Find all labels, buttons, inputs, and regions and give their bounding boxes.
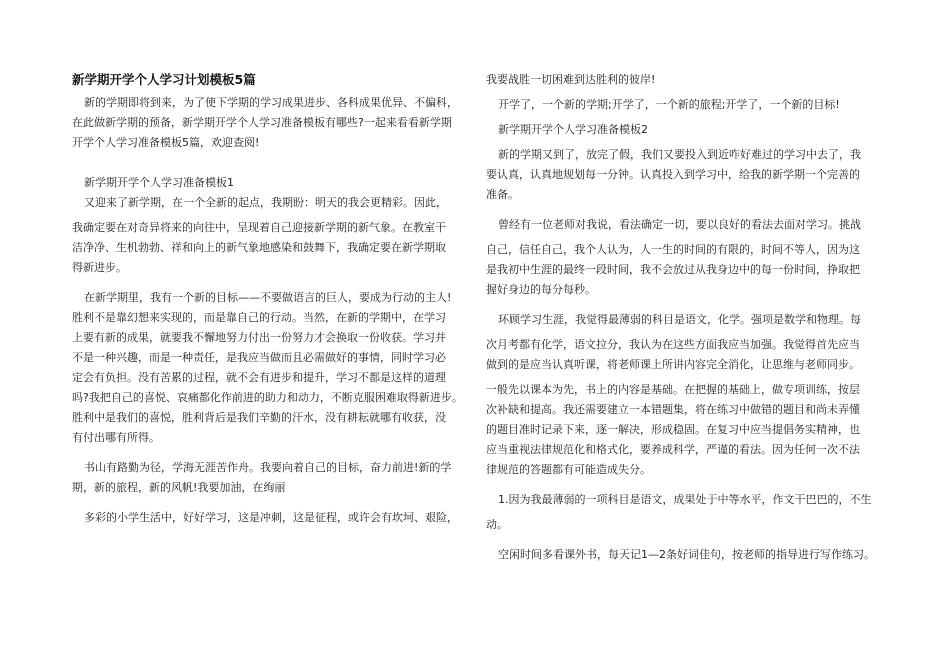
right-text-line: 的题目准时记录下来，逐一解决，形成稳固。在复习中应当提倡务实精神，也: [486, 423, 860, 436]
left-text-line: 书山有路勤为径，学海无涯苦作舟。我要向着自己的目标，奋力前进!新的学: [84, 461, 452, 474]
right-text-line: 环顾学习生涯，我觉得最薄弱的科目是语文，化学。强项是数学和物理。每: [498, 313, 861, 326]
right-text-line: 握好身边的每分每秒。: [486, 283, 596, 296]
left-text-line: 有付出哪有所得。: [72, 431, 160, 444]
right-text-line: 要认真，认真地规划每一分钟。认真投入到学习中，给我的新学期一个完善的: [486, 168, 860, 181]
left-text-line: 定会有负担。没有苦累的过程，就不会有进步和提升，学习不都是这样的道理: [72, 371, 446, 384]
left-text-line: 洁净净、生机勃勃、祥和向上的新气象地感染和鼓舞下，我确定要在新学期取: [72, 241, 446, 254]
right-text-line: 律规范的答题都有可能造成失分。: [486, 463, 651, 476]
left-text-line: 我确定要在对奇异将来的向往中，呈现着自己迎接新学期的新气象。在教室干: [72, 221, 446, 234]
document-title: 新学期开学个人学习计划模板5篇: [72, 72, 256, 87]
left-text-line: 新学期开学个人学习准备模板1: [84, 176, 234, 189]
right-text-line: 1.因为我最薄弱的一项科目是语文，成果处于中等水平，作文干巴巴的，不生: [498, 493, 872, 506]
left-text-line: 上要有新的成果，就要我不懈地努力付出一份努力才会换取一份收获。学习并: [72, 331, 446, 344]
left-text-line: 又迎来了新学期，在一个全新的起点，我期盼：明天的我会更精彩。因此，: [84, 196, 447, 209]
left-text-line: 新的学期即将到来，为了使下学期的学习成果进步、各科成果优异、不偏科，: [84, 96, 458, 109]
right-text-line: 开学了，一个新的学期;开学了，一个新的旅程;开学了，一个新的目标!: [498, 98, 840, 111]
left-text-line: 多彩的小学生活中，好好学习，这是冲刺，这是征程，或许会有坎坷、艰险，: [84, 511, 458, 524]
right-text-line: 新的学期又到了，放完了假，我们又要投入到近咋好难过的学习中去了，我: [498, 148, 861, 161]
right-text-line: 一般先以课本为先，书上的内容是基础。在把握的基础上，做专项训练，按层: [486, 383, 860, 396]
right-text-line: 是我初中生涯的最终一段时间，我不会放过从我身边中的每一份时间，挣取把: [486, 263, 860, 276]
right-text-line: 次月考都有化学，语文拉分，我认为在这些方面我应当加强。我觉得首先应当: [486, 338, 860, 351]
left-text-line: 在新学期里，我有一个新的目标——不要做语言的巨人，要成为行动的主人!: [84, 291, 452, 304]
right-text-line: 新学期开学个人学习准备模板2: [498, 123, 648, 136]
right-column: [486, 70, 880, 565]
left-column: [72, 70, 470, 528]
left-text-line: 得新进步。: [72, 261, 127, 274]
left-text-line: 期，新的旅程，新的风帆!我要加油，在绚丽: [72, 481, 286, 494]
left-text-line: 胜利不是靠幻想来实现的，而是靠自己的行动。当然，在新的学期中，在学习: [72, 311, 446, 324]
right-text-line: 次补缺和提高。我还需要建立一本错题集，将在练习中做错的题目和尚未弄懂: [486, 403, 860, 416]
right-text-line: 动。: [486, 518, 508, 531]
right-text-line: 空闲时间多看课外书，每天记1—2条好词佳句，按老师的指导进行写作练习。: [498, 548, 875, 561]
left-text-line: 在此做新学期的预备，新学期开学个人学习准备模板有哪些?一起来看看新学期: [72, 116, 452, 129]
left-text-line: 不是一种兴趣，而是一种责任，是我应当做而且必需做好的事情，同时学习必: [72, 351, 446, 364]
right-text-line: 做到的是应当认真听课，将老师课上所讲内容完全消化，让思维与老师同步。: [486, 358, 860, 371]
right-text-line: 准备。: [486, 188, 519, 201]
left-text-line: 吗?我把自己的喜悦、哀痛都化作前进的助力和动力，不断克服困难取得新进步。: [72, 391, 463, 404]
left-text-line: 开学个人学习准备模板5篇，欢迎查阅!: [72, 136, 260, 149]
right-text-line: 曾经有一位老师对我说，看法确定一切，要以良好的看法去面对学习。挑战: [498, 218, 861, 231]
right-text-line: 应当重视法律规范化和格式化，要养成科学，严谨的看法。因为任何一次不法: [486, 443, 860, 456]
right-text-line: 我要战胜一切困难到达胜利的彼岸!: [486, 73, 656, 86]
right-text-line: 自己，信任自己，我个人认为，人一生的时间的有限的，时间不等人，因为这: [486, 243, 860, 256]
left-text-line: 胜利中是我们的喜悦，胜利背后是我们辛勤的汗水，没有耕耘就哪有收获，没: [72, 411, 446, 424]
